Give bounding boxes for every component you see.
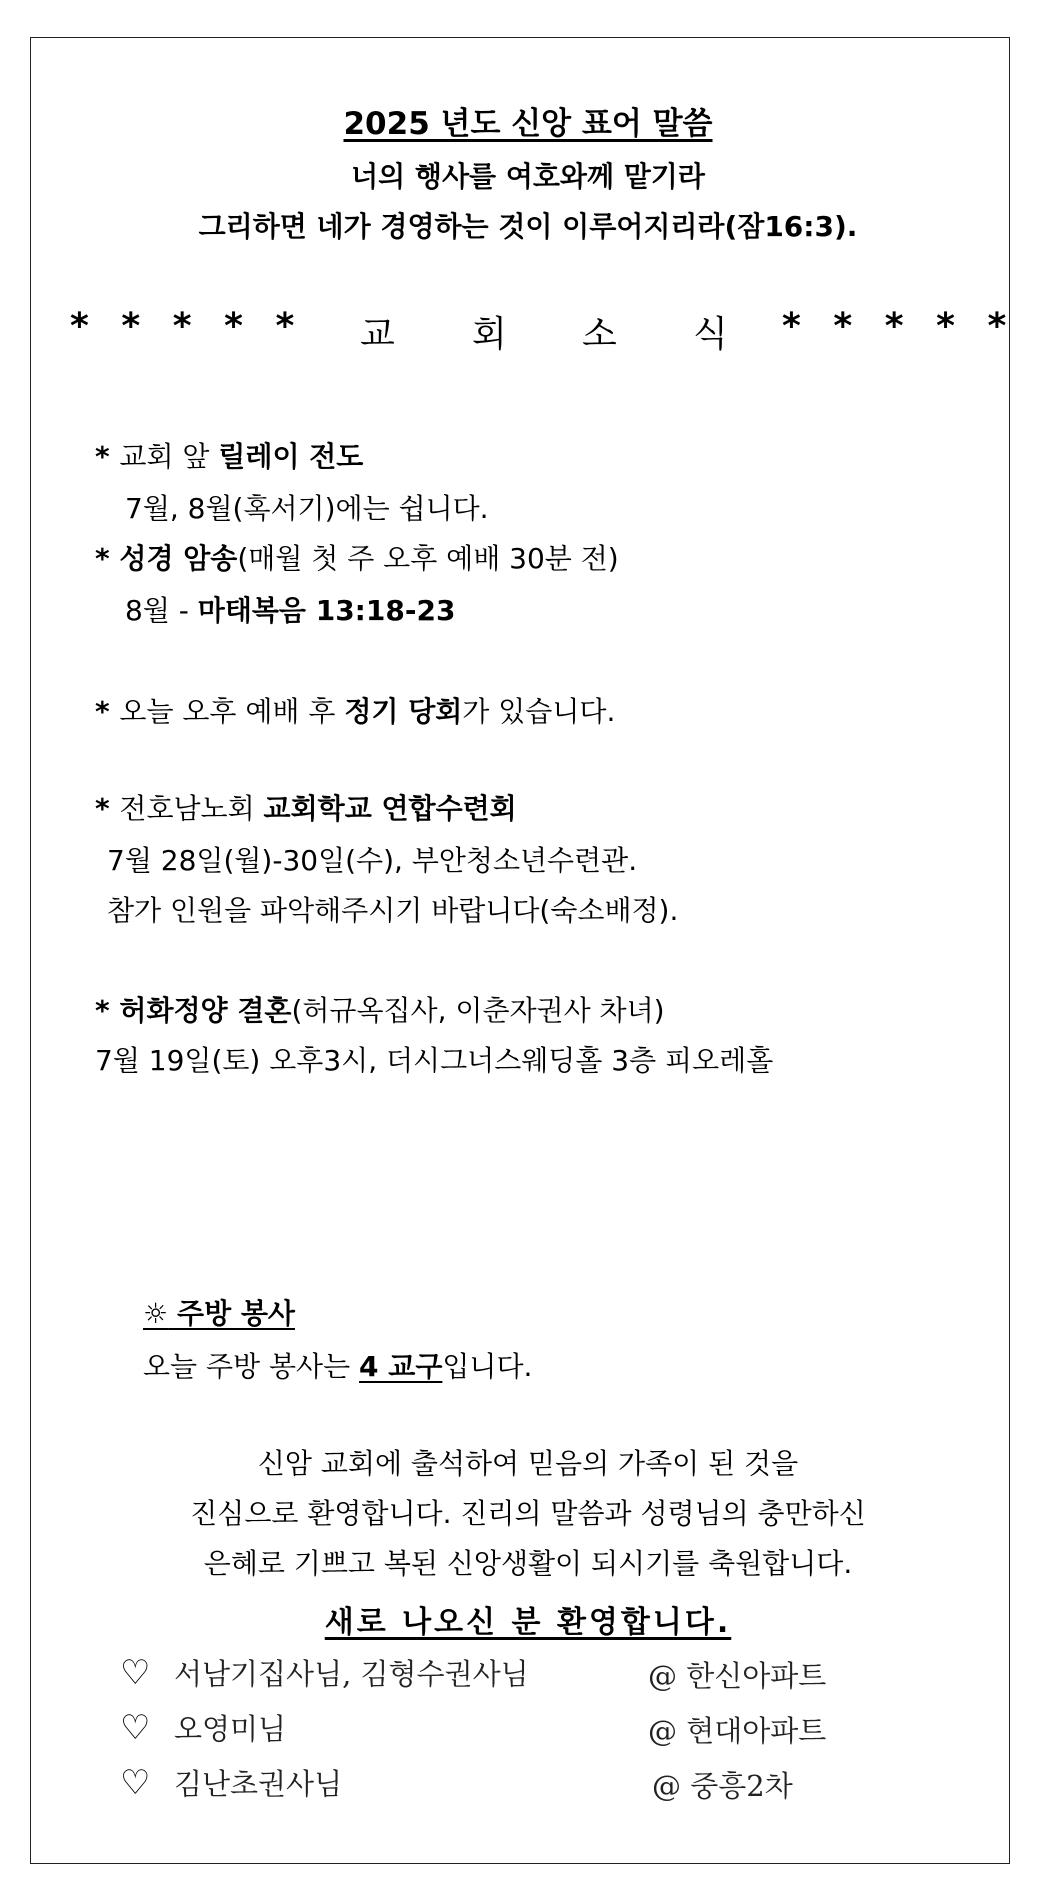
retreat-bold: 교회학교 연합수련회 <box>263 792 517 825</box>
heart-icon: ♡ <box>120 1763 151 1803</box>
welcome-line3: 은혜로 기쁘고 복된 신앙생활이 되시기를 축원합니다. <box>203 1547 853 1580</box>
kitchen-group: 4 교구 <box>359 1350 443 1383</box>
heart-icon: ♡ <box>120 1708 151 1748</box>
item-retreat <box>95 787 517 827</box>
wedding-paren: (허규옥집사, 이춘자권사 차녀) <box>291 994 665 1027</box>
kitchen-title-text: 주방 봉사 <box>177 1297 295 1330</box>
retreat-detail1: 7월 28일(월)-30일(수), 부안청소년수련관. <box>107 844 638 877</box>
news-char-3: 소 <box>582 314 617 355</box>
newcomers-title: 새로 나오신 분 환영합니다. <box>324 1605 732 1640</box>
bullet: * <box>95 695 120 728</box>
bullet: * <box>95 542 120 575</box>
list-item <box>120 1707 286 1748</box>
meeting-text: 오늘 오후 예배 후 <box>119 695 345 728</box>
item-relay <box>95 435 363 475</box>
motto-line2: 그리하면 네가 경영하는 것이 이루어지리라(잠16:3). <box>198 210 858 243</box>
bullet: * <box>95 440 120 473</box>
news-char-2: 회 <box>472 314 507 355</box>
stars-left: * * * * * <box>70 306 305 347</box>
memorize-verse: 마태복음 13:18-23 <box>197 594 456 627</box>
newcomer-location: @ 한신아파트 <box>648 1659 827 1693</box>
heart-icon: ♡ <box>120 1653 151 1693</box>
newcomer-name: 오영미님 <box>174 1712 287 1746</box>
list-item <box>120 1762 342 1803</box>
relay-text: 교회 앞 <box>119 440 219 473</box>
newcomer-name: 김난초권사님 <box>174 1767 343 1801</box>
relay-detail: 7월, 8월(혹서기)에는 쉽니다. <box>125 492 489 525</box>
newcomer-name: 서남기집사님, 김형수권사님 <box>174 1657 529 1691</box>
bullet: * <box>95 994 120 1027</box>
wedding-bold: 허화정양 결혼 <box>119 994 292 1027</box>
news-char-1: 교 <box>360 314 395 355</box>
welcome-line1: 신암 교회에 출석하여 믿음의 가족이 된 것을 <box>257 1447 799 1480</box>
item-wedding <box>95 989 665 1029</box>
kitchen-text-c: 입니다. <box>442 1350 533 1383</box>
relay-bold: 릴레이 전도 <box>218 440 364 473</box>
motto-title: 2025 년도 신앙 표어 말씀 <box>343 106 713 142</box>
kitchen-title <box>143 1292 295 1332</box>
item-memorize <box>95 537 619 577</box>
meeting-tail: 가 있습니다. <box>462 695 616 728</box>
list-item <box>120 1652 529 1693</box>
meeting-bold: 정기 당회 <box>344 695 463 728</box>
stars-right: * * * * * <box>782 306 1017 347</box>
memorize-paren: (매월 첫 주 오후 예배 30분 전) <box>237 542 619 575</box>
welcome-line2: 진심으로 환영합니다. 진리의 말씀과 성령님의 충만하신 <box>190 1497 866 1530</box>
memorize-month: 8월 - <box>125 594 198 627</box>
newcomer-location: @ 현대아파트 <box>648 1714 827 1748</box>
kitchen-text <box>143 1345 532 1385</box>
wedding-detail: 7월 19일(토) 오후3시, 더시그너스웨딩홀 3층 피오레홀 <box>95 1044 774 1077</box>
kitchen-symbol: ☼ <box>143 1297 169 1330</box>
motto-line1: 너의 행사를 여호와께 맡기라 <box>351 160 705 193</box>
item-meeting <box>95 690 615 730</box>
kitchen-text-a: 오늘 주방 봉사는 <box>143 1350 360 1383</box>
memorize-detail <box>125 589 455 629</box>
retreat-detail2: 참가 인원을 파악해주시기 바랍니다(숙소배정). <box>107 894 679 927</box>
news-char-4: 식 <box>693 314 728 355</box>
bullet: * <box>95 792 120 825</box>
retreat-text: 전호남노회 <box>119 792 264 825</box>
memorize-title: 성경 암송 <box>119 542 238 575</box>
newcomer-location: @ 중흥2차 <box>652 1769 793 1803</box>
